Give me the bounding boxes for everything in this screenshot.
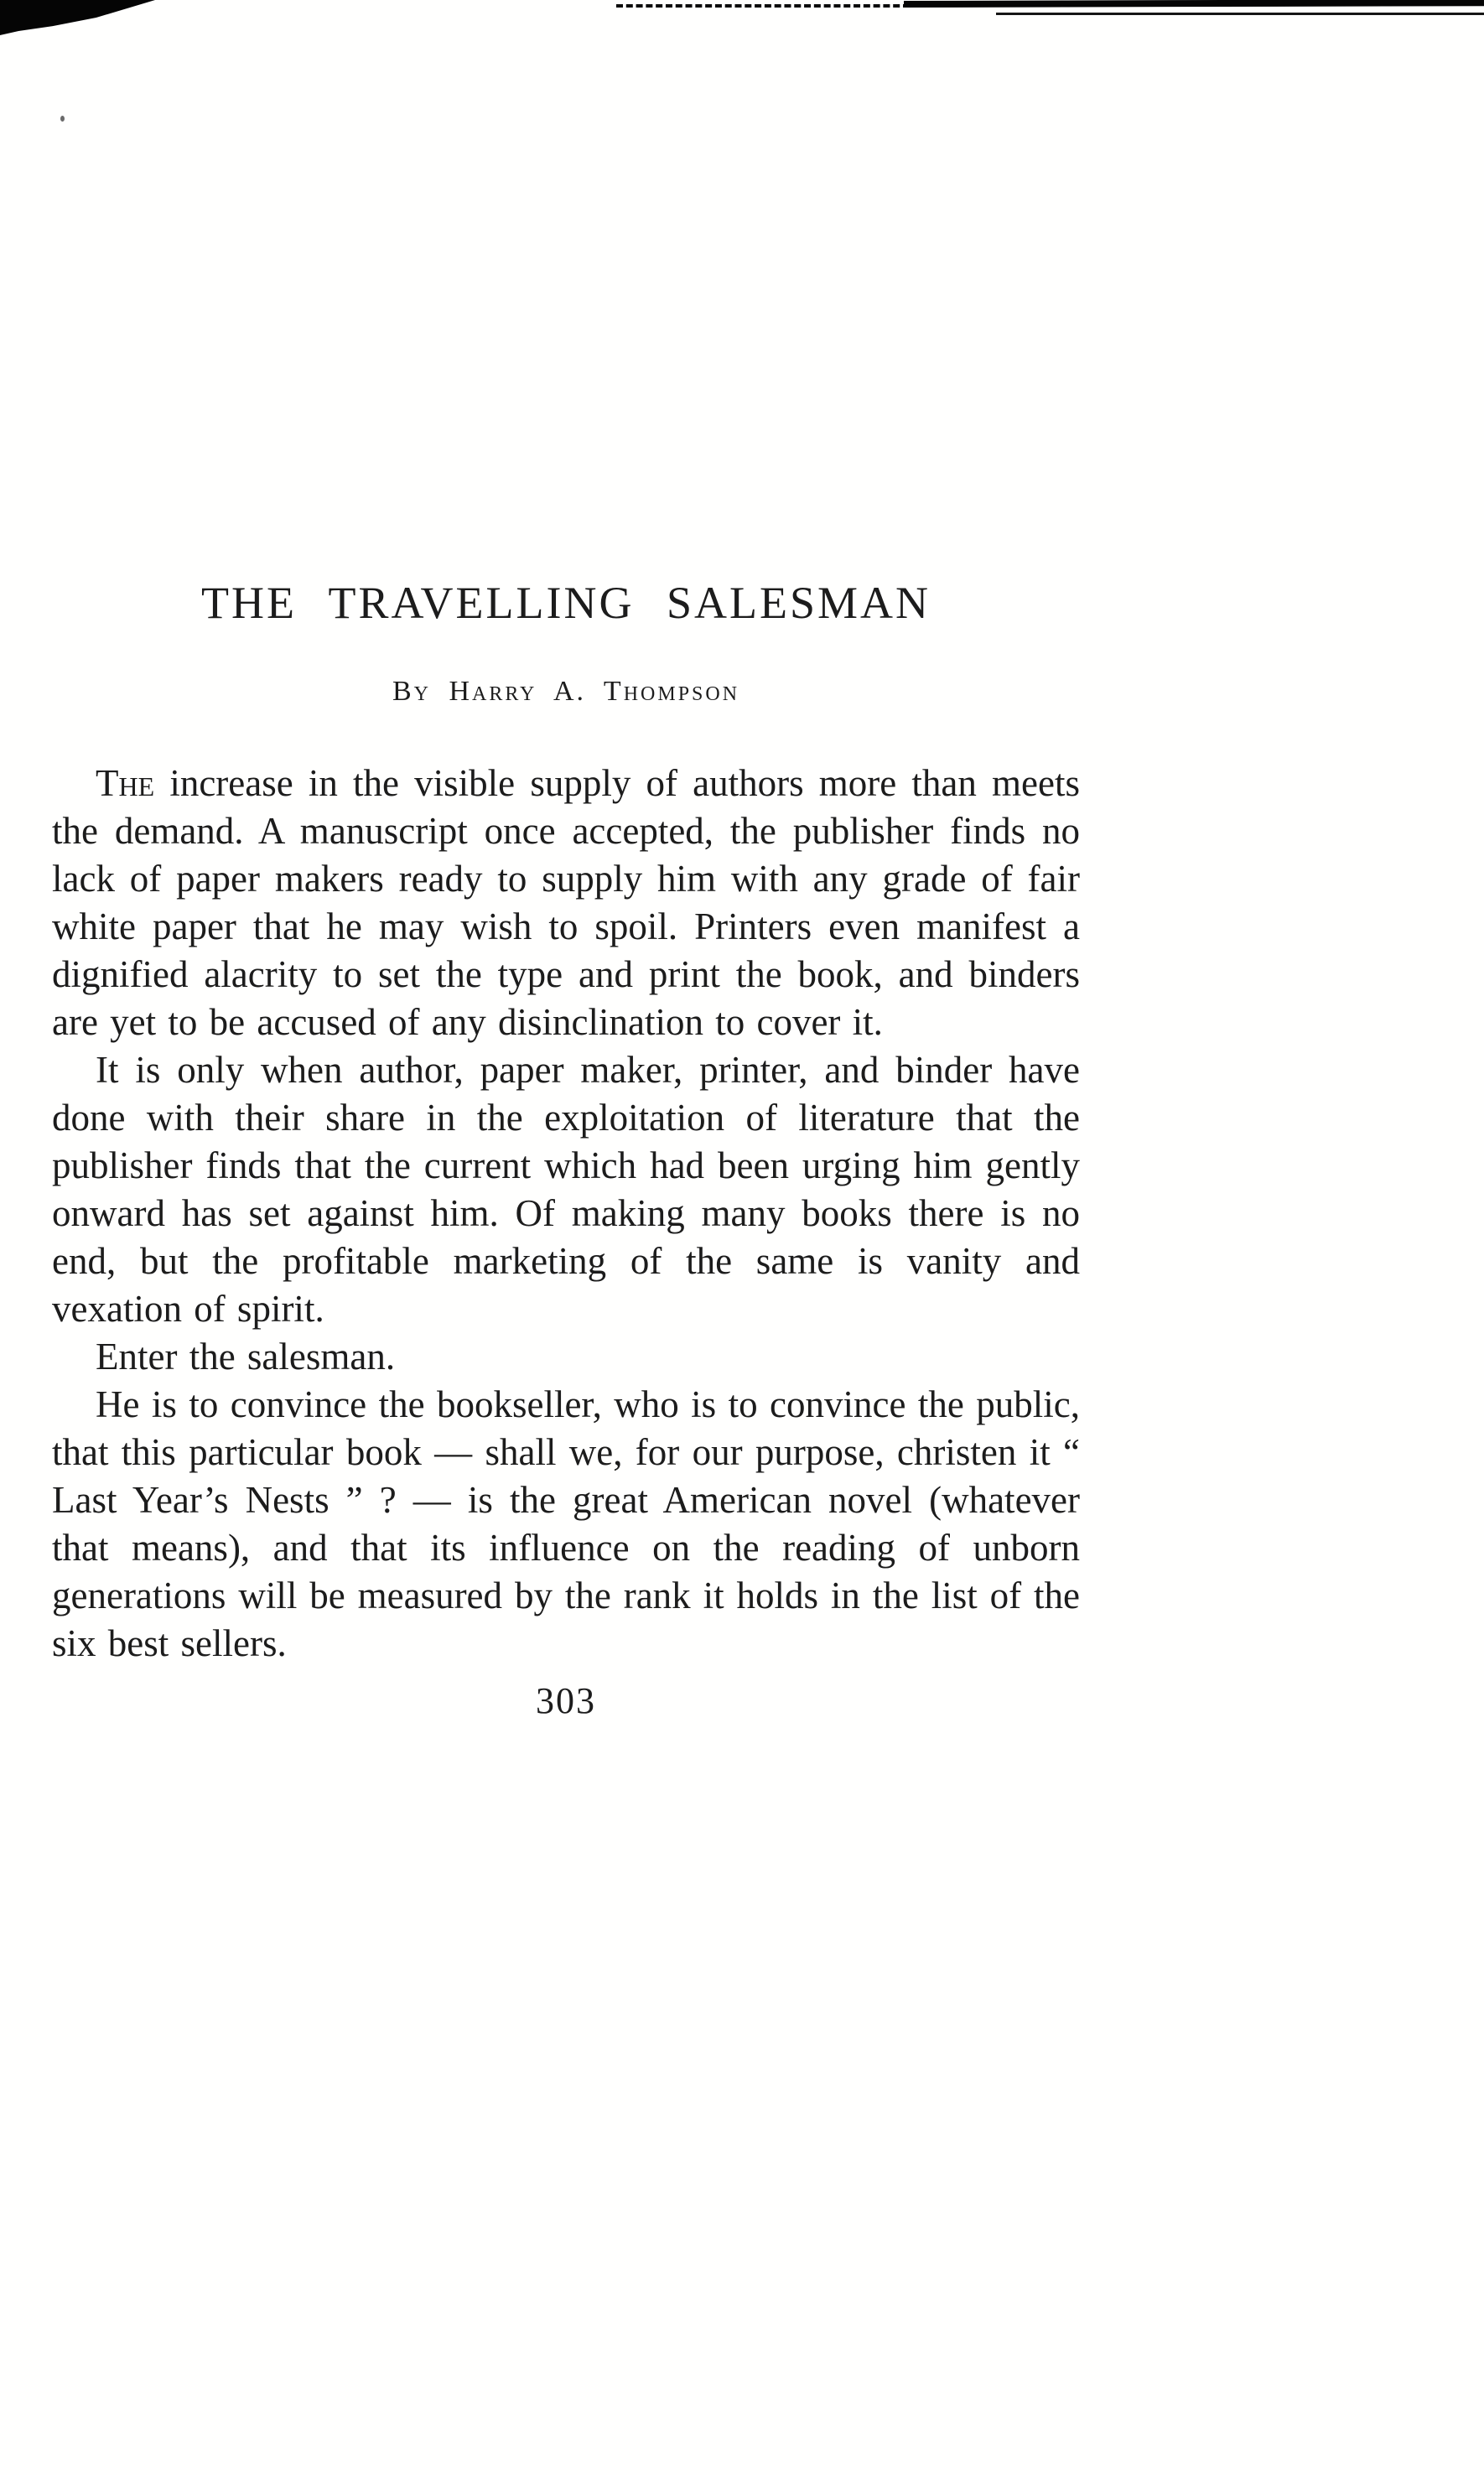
scan-artifact-speck — [60, 116, 65, 122]
scan-artifact-corner-blob — [0, 0, 155, 35]
page-number: 303 — [536, 1680, 596, 1721]
byline: By Harry A. Thompson — [392, 676, 740, 707]
page-content — [52, 577, 1080, 1722]
scan-artifact-thin-line — [996, 13, 1484, 15]
paragraph-2-text: It is only when author, paper maker, printer, and binder have done with their share in the exploitation of literature that the publisher finds that the current which had been urging him gently onward has set against him. Of making many books there is no end, but the profitable marketing of the same is vanity and vexation of spirit. — [52, 1049, 1080, 1330]
scan-artifact-dashed-line — [616, 4, 910, 8]
paragraph-3 — [52, 1333, 1080, 1381]
article-body — [52, 760, 1080, 1668]
paragraph-1-leadin: The — [96, 762, 155, 804]
paragraph-1 — [52, 760, 1080, 1046]
paragraph-4 — [52, 1381, 1080, 1668]
paragraph-2 — [52, 1046, 1080, 1333]
paragraph-1-text: increase in the visible supply of authors more than meets the demand. A manuscript once accepted, the publisher finds no lack of paper makers ready to supply him with any grade of fair white paper that he may wish to spoil. Printers even manifest a dignified alacrity to set the type and print the book, and binders are yet to be accused of any disinclination to cover it. — [52, 762, 1080, 1043]
article-title: THE TRAVELLING SALESMAN — [200, 578, 931, 628]
scan-artifact-solid-line — [904, 0, 1484, 8]
paragraph-3-text: Enter the salesman. — [96, 1336, 396, 1378]
paragraph-4-text: He is to convince the bookseller, who is to convince the public, that this particular book — shall we, for our purpose, christen it “ Last Year’s Nests ” ? — is the great American novel (whatever that means), and that its influence on the reading of unborn generations will be measured by the rank it holds in the list of the six best sellers. — [52, 1383, 1080, 1664]
